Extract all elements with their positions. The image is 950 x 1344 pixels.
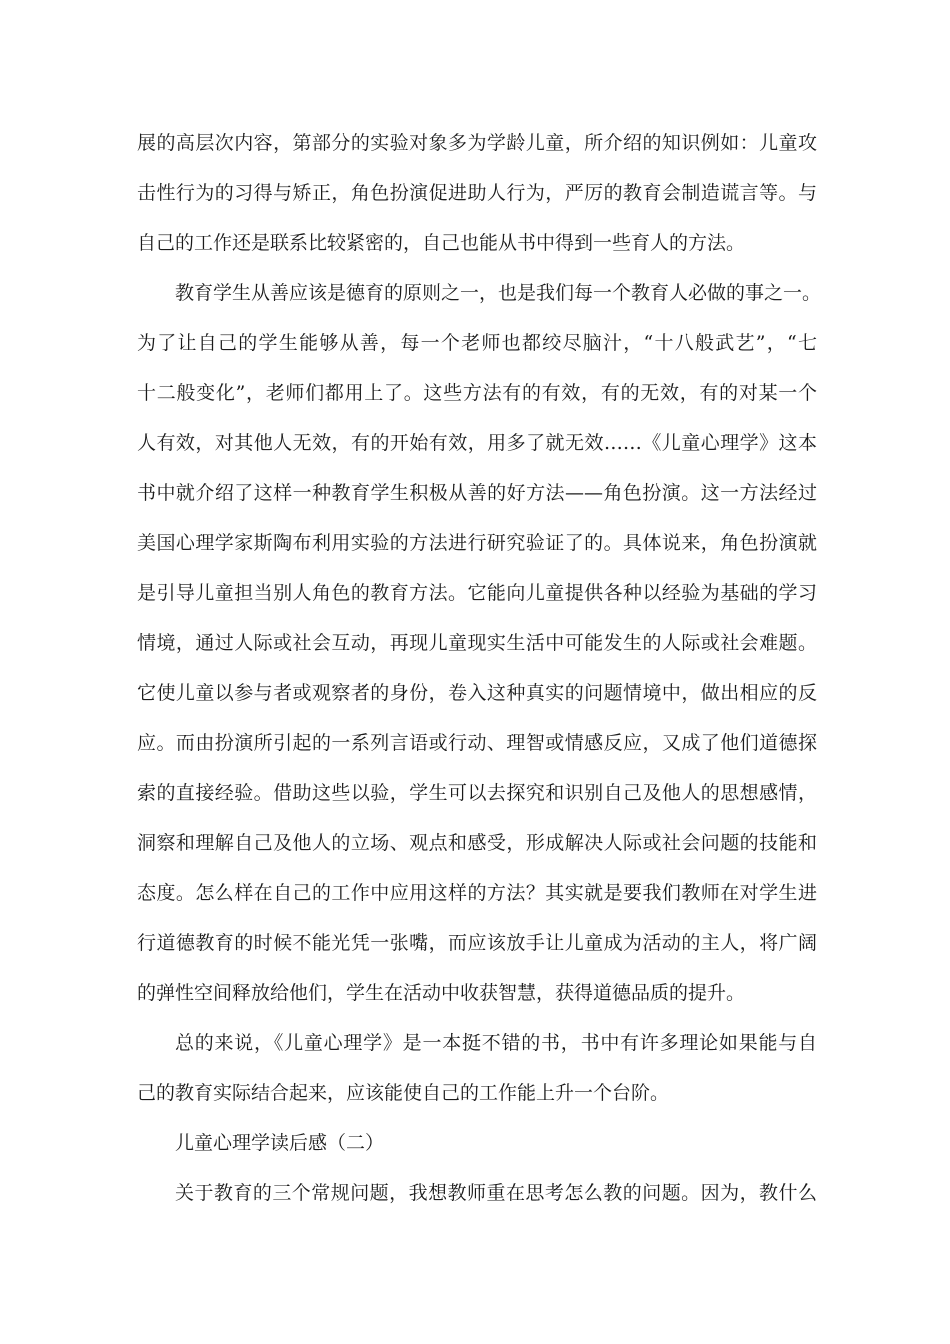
text-line: 击性行为的习得与矫正，角色扮演促进助人行为，严厉的教育会制造谎言等。与 xyxy=(137,182,817,204)
text-line: 十二般变化”，老师们都用上了。这些方法有的有效，有的无效，有的对某一个 xyxy=(137,382,817,404)
text-line: 情境，通过人际或社会互动，再现儿童现实生活中可能发生的人际或社会难题。 xyxy=(137,632,817,654)
body-text xyxy=(137,118,822,1218)
text-line: 它使儿童以参与者或观察者的身份，卷入这种真实的问题情境中，做出相应的反 xyxy=(137,682,817,704)
paragraph xyxy=(137,268,822,1018)
text-line: 洞察和理解自己及他人的立场、观点和感受，形成解决人际或社会问题的技能和 xyxy=(137,832,817,854)
paragraph xyxy=(137,118,817,268)
heading-line: 儿童心理学读后感（二） xyxy=(175,1132,385,1154)
text-line: 教育学生从善应该是德育的原则之一，也是我们每一个教育人必做的事之一。 xyxy=(175,282,822,304)
text-line: 关于教育的三个常规问题，我想教师重在思考怎么教的问题。因为，教什么 xyxy=(175,1182,817,1204)
section-heading xyxy=(137,1118,817,1168)
text-line: 展的高层次内容，第部分的实验对象多为学龄儿童，所介绍的知识例如：儿童攻 xyxy=(137,132,817,154)
text-line: 为了让自己的学生能够从善，每一个老师也都绞尽脑汁，“十八般武艺”，“七 xyxy=(137,332,817,354)
text-line: 书中就介绍了这样一种教育学生积极从善的好方法——角色扮演。这一方法经过 xyxy=(137,482,817,504)
text-line: 人有效，对其他人无效，有的开始有效，用多了就无效……《儿童心理学》这本 xyxy=(137,432,817,454)
text-line: 自己的工作还是联系比较紧密的，自己也能从书中得到一些育人的方法。 xyxy=(137,232,746,254)
text-line: 行道德教育的时候不能光凭一张嘴，而应该放手让儿童成为活动的主人，将广阔 xyxy=(137,932,817,954)
paragraph xyxy=(137,1168,817,1218)
text-line: 索的直接经验。借助这些以验，学生可以去探究和识别自己及他人的思想感情， xyxy=(137,782,817,804)
text-line: 己的教育实际结合起来，应该能使自己的工作能上升一个台阶。 xyxy=(137,1082,670,1104)
text-line: 是引导儿童担当别人角色的教育方法。它能向儿童提供各种以经验为基础的学习 xyxy=(137,582,817,604)
text-line: 的弹性空间释放给他们，学生在活动中收获智慧，获得道德品质的提升。 xyxy=(137,982,746,1004)
text-line: 应。而由扮演所引起的一系列言语或行动、理智或情感反应，又成了他们道德探 xyxy=(137,732,817,754)
text-line: 态度。怎么样在自己的工作中应用这样的方法？其实就是要我们教师在对学生进 xyxy=(137,882,817,904)
paragraph xyxy=(137,1018,817,1118)
text-line: 总的来说，《儿童心理学》是一本挺不错的书，书中有许多理论如果能与自 xyxy=(175,1032,817,1054)
text-line: 美国心理学家斯陶布利用实验的方法进行研究验证了的。具体说来，角色扮演就 xyxy=(137,532,817,554)
